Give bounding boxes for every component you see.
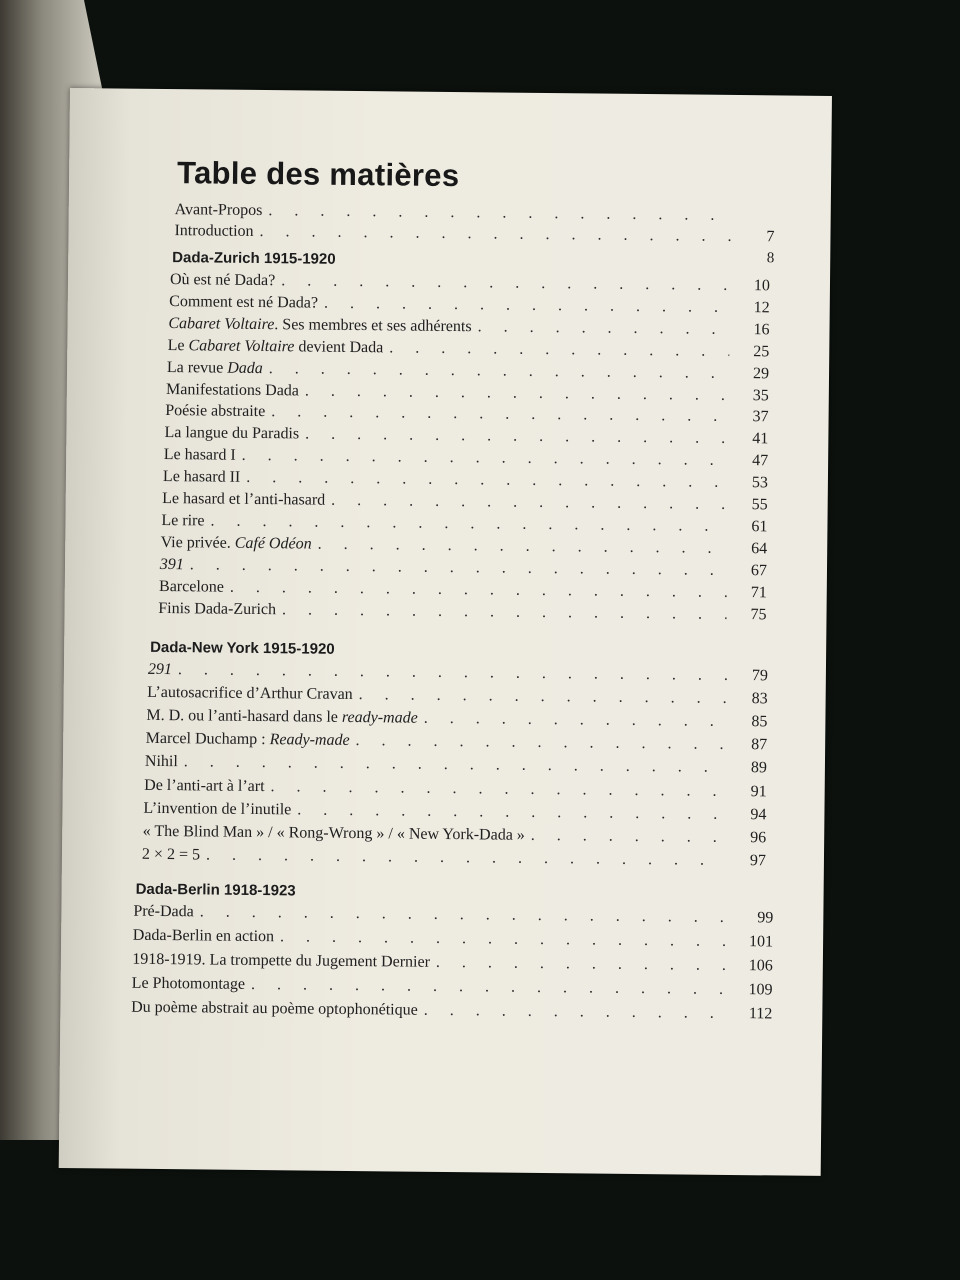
entry-label xyxy=(142,846,200,865)
entry-label-text: Le rire xyxy=(161,511,205,530)
page-title: Table des matières xyxy=(176,155,460,194)
entry-label-text: Manifestations Dada xyxy=(166,380,300,399)
entry-label-text: . Ses membres et ses adhérents xyxy=(274,315,472,336)
leader-dots xyxy=(236,447,729,470)
leader-dots xyxy=(172,661,728,685)
leader-dots xyxy=(291,801,726,824)
entry-label xyxy=(161,534,312,554)
leader-dots xyxy=(276,601,727,624)
leader-dots xyxy=(418,1002,733,1023)
entry-page-number: 8 xyxy=(766,250,775,267)
entry-page-number: 16 xyxy=(753,320,770,339)
entry-page-number: 75 xyxy=(750,605,767,623)
entry-label-text: L’autosacrifice d’Arthur Cravan xyxy=(147,683,353,704)
entry-label-text: Le Photomontage xyxy=(131,974,246,993)
leader-dots xyxy=(262,202,724,225)
entry-label xyxy=(165,402,265,421)
entry-label: Introduction xyxy=(174,222,254,240)
entry-label-text: L’invention de l’inutile xyxy=(143,799,292,818)
entry-label xyxy=(133,927,274,946)
entry-label xyxy=(164,424,299,443)
entry-label xyxy=(146,730,350,750)
entry-label-text: Poésie abstraite xyxy=(165,402,266,421)
entry-page-number: 55 xyxy=(751,496,768,514)
entry-label-text: Finis Dada-Zurich xyxy=(158,599,277,618)
leader-dots xyxy=(254,223,735,246)
leader-dots xyxy=(275,272,730,295)
leader-dots xyxy=(525,826,727,846)
entry-label xyxy=(148,661,172,679)
book-page xyxy=(59,88,832,1176)
entry-label xyxy=(160,556,184,574)
entry-label xyxy=(168,337,384,357)
entry-label-text: 1918-1919. La trompette du Jugement Dernier xyxy=(132,950,431,971)
entry-label xyxy=(143,799,291,819)
entry-label-text: Dada-Berlin en action xyxy=(132,926,275,946)
entry-label xyxy=(146,707,418,728)
entry-label-italic: Cabaret Voltaire xyxy=(168,314,275,333)
entry-page-number: 79 xyxy=(751,667,768,685)
entry-label xyxy=(162,490,325,510)
entry-label-text: Du poème abstrait au poème optophonétique xyxy=(131,998,418,1019)
leader-dots xyxy=(194,903,734,927)
entry-label xyxy=(164,446,236,465)
entry-page-number: 67 xyxy=(750,561,768,580)
leader-dots xyxy=(430,954,733,975)
entry-label-text: La langue du Paradis xyxy=(164,424,300,443)
leader-dots xyxy=(299,382,729,405)
entry-label-text: 2 × 2 = 5 xyxy=(141,845,201,864)
entry-page-number: 12 xyxy=(753,299,770,317)
entry-label-italic: ready-made xyxy=(341,709,418,727)
entry-label xyxy=(144,776,265,795)
entry-page-number: 99 xyxy=(757,909,774,927)
entry-page-number: 106 xyxy=(748,957,773,975)
leader-dots xyxy=(299,426,728,448)
leader-dots xyxy=(418,710,728,731)
table-of-contents xyxy=(59,88,832,1176)
entry-label-text: « The Blind Man » / « Rong-Wrong » / « New York-Dada » xyxy=(142,822,525,844)
entry-label-text: Marcel Duchamp : xyxy=(145,730,270,749)
entry-label-italic: Ready-made xyxy=(269,731,350,750)
toc-entry xyxy=(131,999,772,1028)
entry-label-italic: Cabaret Voltaire xyxy=(188,336,295,356)
leader-dots xyxy=(318,295,730,317)
entry-label-text: Comment est né Dada? xyxy=(169,292,319,312)
entry-page-number: 7 xyxy=(766,228,775,246)
entry-label-italic: 291 xyxy=(147,660,173,679)
entry-page-number: 109 xyxy=(748,981,773,999)
entry-label xyxy=(159,578,224,597)
leader-dots xyxy=(353,686,728,708)
entry-label-italic: 391 xyxy=(159,555,184,573)
entry-label-text: Le xyxy=(167,336,189,354)
entry-label xyxy=(133,903,194,922)
entry-label xyxy=(166,381,299,400)
entry-page-number: 47 xyxy=(752,452,769,470)
entry-label-text: Vie privée. xyxy=(160,533,235,552)
entry-page-number: 64 xyxy=(751,539,768,558)
entry-label: Avant-Propos xyxy=(174,201,263,220)
entry-label-text: Nihil xyxy=(144,753,178,771)
section-heading: Dada-New York 1915-1920 xyxy=(150,638,335,658)
entry-page-number: 35 xyxy=(752,386,769,404)
entry-page-number: 94 xyxy=(750,805,767,823)
entry-label-text: Pré-Dada xyxy=(133,902,194,921)
leader-dots xyxy=(325,492,728,514)
entry-label xyxy=(169,293,318,313)
entry-label xyxy=(168,315,471,336)
leader-dots xyxy=(264,778,726,801)
entry-label xyxy=(167,359,263,378)
leader-dots xyxy=(383,339,729,361)
entry-label-text: Le hasard I xyxy=(163,446,236,464)
entry-label-text: Le hasard et l’anti-hasard xyxy=(162,489,326,509)
entry-label xyxy=(131,999,418,1020)
entry-page-number: 91 xyxy=(750,782,767,800)
leader-dots xyxy=(263,360,729,383)
entry-label xyxy=(161,512,204,530)
entry-page-number: 83 xyxy=(751,690,768,708)
entry-label xyxy=(132,975,245,994)
entry-page-number: 112 xyxy=(748,1005,773,1023)
entry-label xyxy=(143,822,525,844)
entry-page-number: 96 xyxy=(750,828,767,847)
leader-dots xyxy=(274,928,733,951)
entry-label-text: Où est né Dada? xyxy=(169,271,276,290)
entry-label xyxy=(145,753,178,771)
entry-page-number: 87 xyxy=(751,736,768,754)
entry-page-number: 25 xyxy=(753,342,770,361)
leader-dots xyxy=(312,535,728,557)
entry-label xyxy=(147,684,353,704)
entry-page-number: 29 xyxy=(752,364,770,382)
entry-page-number: 97 xyxy=(749,851,767,870)
leader-dots xyxy=(240,469,728,492)
entry-label-text: La revue xyxy=(166,358,228,377)
entry-page-number: 89 xyxy=(750,759,768,777)
entry-page-number: 85 xyxy=(751,713,768,731)
entry-page-number: 101 xyxy=(748,933,774,951)
leader-dots xyxy=(265,403,728,426)
entry-label-text: De l’anti-art à l’art xyxy=(144,776,265,795)
entry-label xyxy=(158,599,276,618)
entry-page-number: 41 xyxy=(752,430,769,448)
entry-label-text: Barcelone xyxy=(158,577,225,596)
leader-dots xyxy=(245,976,733,999)
section-heading: Dada-Zurich 1915-1920 xyxy=(172,249,336,268)
entry-label-text: devient Dada xyxy=(294,338,384,356)
section-heading: Dada-Berlin 1918-1923 xyxy=(135,880,296,900)
entry-page-number: 71 xyxy=(750,583,767,601)
entry-label xyxy=(163,468,240,487)
entry-page-number: 61 xyxy=(751,518,768,536)
entry-label-italic: Café Odéon xyxy=(234,534,312,553)
entry-label-italic: Dada xyxy=(227,359,263,377)
entry-page-number: 37 xyxy=(752,408,769,426)
entry-page-number: 10 xyxy=(753,277,771,295)
leader-dots xyxy=(350,732,728,754)
leader-dots xyxy=(472,318,730,339)
entry-label-text: M. D. ou l’anti-hasard dans le xyxy=(146,707,343,727)
entry-label xyxy=(132,951,430,972)
entry-label-text: Le hasard II xyxy=(162,468,241,486)
entry-label xyxy=(170,271,275,290)
entry-page-number: 53 xyxy=(751,474,768,492)
leader-dots xyxy=(224,578,727,601)
